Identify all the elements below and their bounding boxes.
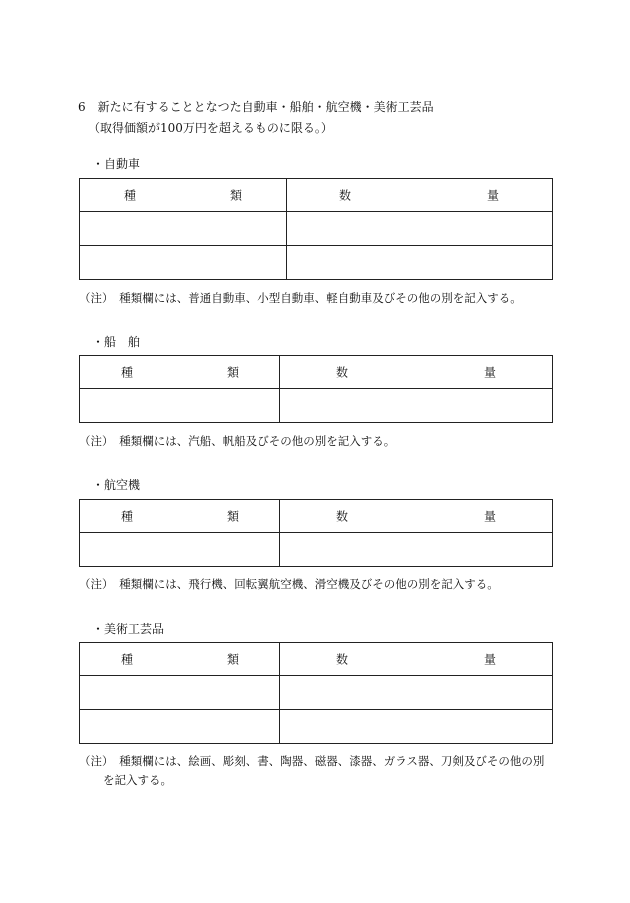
type-cell[interactable]: [80, 389, 280, 423]
quantity-header-char: 量: [484, 365, 497, 380]
type-header-cell: [80, 643, 280, 676]
type-header-char: 類: [227, 509, 240, 524]
table-header-row: [80, 500, 553, 533]
quantity-header-char: 数: [336, 365, 349, 380]
type-header-char: 種: [124, 188, 137, 203]
note-artwork-line1: （注） 種類欄には、絵画、彫刻、書、陶器、磁器、漆器、ガラス器、刀剣及びその他の別: [79, 754, 545, 768]
type-cell[interactable]: [80, 246, 287, 280]
quantity-cell[interactable]: [280, 389, 553, 423]
type-header-char: 類: [227, 365, 240, 380]
type-header-cell: [80, 356, 280, 389]
quantity-header-char: 数: [336, 652, 349, 667]
ship-table: [79, 355, 553, 423]
quantity-header-char: 量: [487, 188, 500, 203]
type-cell[interactable]: [80, 212, 287, 246]
table-header-row: [80, 356, 553, 389]
section-label-aircraft: ・航空機: [92, 478, 141, 492]
table-header-row: [80, 179, 553, 212]
table-row: [80, 676, 553, 710]
note-artwork-line2: を記入する。: [103, 773, 172, 787]
quantity-header-cell: [280, 500, 553, 533]
type-cell[interactable]: [80, 676, 280, 710]
table-row: [80, 212, 553, 246]
type-header-cell: [80, 179, 287, 212]
type-header-char: 種: [121, 365, 134, 380]
type-header-char: 類: [230, 188, 243, 203]
type-header-char: 類: [227, 652, 240, 667]
table-row: [80, 389, 553, 423]
table-header-row: [80, 643, 553, 676]
section-label-ship: ・船 舶: [92, 335, 141, 349]
quantity-header-char: 数: [336, 509, 349, 524]
type-cell[interactable]: [80, 710, 280, 744]
quantity-header-cell: [280, 356, 553, 389]
heading-title: 6 新たに有することとなつた自動車・船舶・航空機・美術工芸品: [78, 100, 434, 114]
automobile-table: [79, 178, 553, 280]
type-header-char: 種: [121, 509, 134, 524]
table-row: [80, 246, 553, 280]
type-header-cell: [80, 500, 280, 533]
quantity-header-char: 数: [339, 188, 352, 203]
quantity-cell[interactable]: [280, 533, 553, 567]
type-header-char: 種: [121, 652, 134, 667]
table-row: [80, 533, 553, 567]
note-automobile: （注） 種類欄には、普通自動車、小型自動車、軽自動車及びその他の別を記入する。: [79, 291, 522, 305]
section-label-artwork: ・美術工芸品: [92, 622, 165, 636]
quantity-cell[interactable]: [287, 246, 553, 280]
note-ship: （注） 種類欄には、汽船、帆船及びその他の別を記入する。: [79, 434, 396, 448]
quantity-header-char: 量: [484, 509, 497, 524]
aircraft-table: [79, 499, 553, 567]
quantity-header-cell: [280, 643, 553, 676]
quantity-cell[interactable]: [287, 212, 553, 246]
quantity-header-cell: [287, 179, 553, 212]
artwork-table: [79, 642, 553, 744]
quantity-cell[interactable]: [280, 676, 553, 710]
type-cell[interactable]: [80, 533, 280, 567]
heading-subtitle: （取得価額が100万円を超えるものに限る。）: [88, 121, 333, 135]
table-row: [80, 710, 553, 744]
section-label-automobile: ・自動車: [92, 157, 141, 171]
quantity-cell[interactable]: [280, 710, 553, 744]
quantity-header-char: 量: [484, 652, 497, 667]
note-aircraft: （注） 種類欄には、飛行機、回転翼航空機、滑空機及びその他の別を記入する。: [79, 577, 499, 591]
